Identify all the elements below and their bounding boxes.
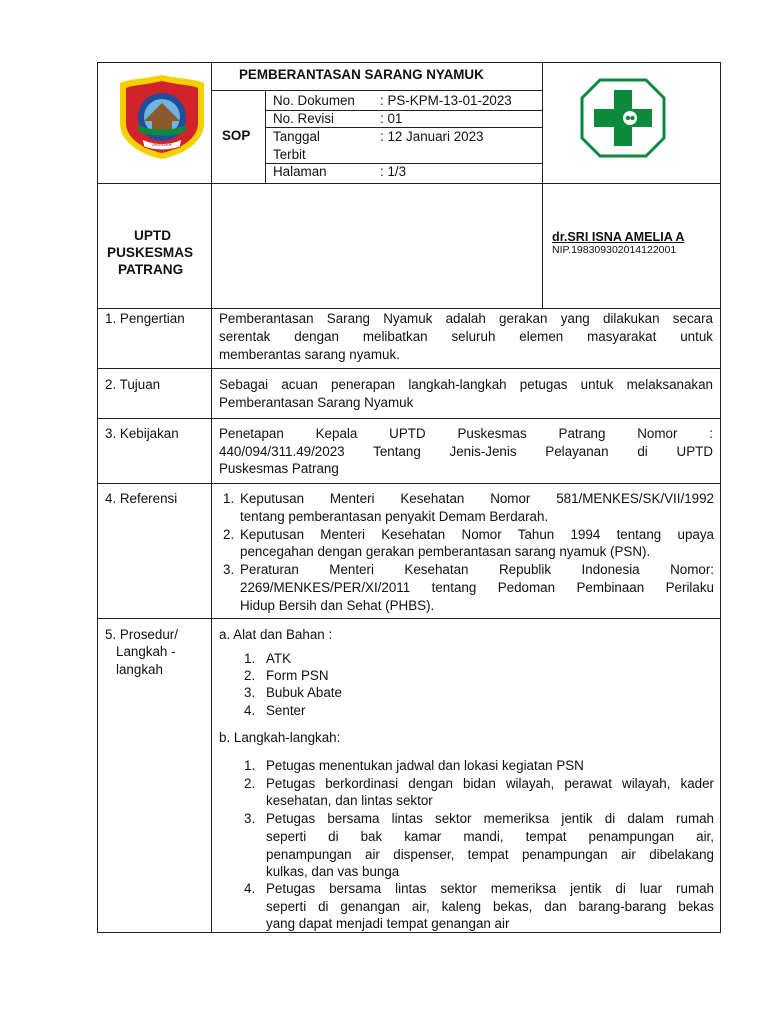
referensi-number: 2. <box>223 527 235 542</box>
issue-date-value: : 12 Januari 2023 <box>380 129 484 144</box>
section-label-prosedur: 5. Prosedur/ <box>105 627 178 642</box>
langkah-line: kesehatan, dan lintas sektor <box>266 793 433 808</box>
referensi-number: 1. <box>223 491 235 506</box>
alat-number: 4. <box>244 703 256 718</box>
alat-item: Senter <box>266 703 306 718</box>
langkah-number: 2. <box>244 776 256 791</box>
section-label-tujuan: 2. Tujuan <box>105 377 161 392</box>
tujuan-line: Pemberantasan Sarang Nyamuk <box>219 395 414 410</box>
referensi-line: Keputusan Menteri Kesehatan Nomor Tahun 1994 tentang upaya <box>240 527 714 542</box>
sop-label: SOP <box>222 128 251 143</box>
referensi-line: Keputusan Menteri Kesehatan Nomor 581/MENKES/SK/VII/1992 <box>240 491 714 506</box>
langkah-line: penampungan air dispenser, tempat penampungan air dibelakang <box>266 847 714 862</box>
alat-item: ATK <box>266 651 292 666</box>
referensi-line: Peraturan Menteri Kesehatan Republik Indonesia Nomor: <box>240 562 714 577</box>
divider <box>211 62 212 933</box>
district-emblem-icon <box>118 73 206 161</box>
langkah-line: Petugas berkordinasi dengan bidan wilayah, perawat wilayah, kader <box>266 776 714 791</box>
puskesmas-logo-icon <box>580 78 666 158</box>
langkah-number: 3. <box>244 811 256 826</box>
section-label-referensi: 4. Referensi <box>105 491 178 506</box>
section-label-prosedur-3: langkah <box>116 662 163 677</box>
doc-number-label: No. Dokumen <box>273 93 355 108</box>
divider <box>97 183 721 184</box>
langkah-line: kulkas, dan vas bunga <box>266 864 400 879</box>
divider <box>97 483 721 484</box>
pengertian-line: serentak dengan melibatkan seluruh elemen masyarakat untuk <box>219 329 713 344</box>
referensi-line: Hidup Bersih dan Sehat (PHBS). <box>240 598 435 613</box>
alat-heading: a. Alat dan Bahan : <box>219 627 333 642</box>
alat-item: Bubuk Abate <box>266 685 342 700</box>
issue-date-label-2: Terbit <box>273 147 306 162</box>
langkah-heading: b. Langkah-langkah: <box>219 730 341 745</box>
svg-text:JEMBER: JEMBER <box>151 142 173 148</box>
page-label: Halaman <box>273 164 327 179</box>
langkah-number: 1. <box>244 758 256 773</box>
org-line-1: UPTD <box>134 228 172 243</box>
alat-item: Form PSN <box>266 668 329 683</box>
langkah-line: Petugas bersama lintas sektor memeriksa jentik di luar rumah <box>266 881 714 896</box>
signatory-name: dr.SRI ISNA AMELIA A <box>552 230 685 244</box>
border-left <box>97 62 98 933</box>
alat-number: 3. <box>244 685 256 700</box>
revision-value: : 01 <box>380 111 403 126</box>
referensi-line: tentang pemberantasan penyakit Demam Berdarah. <box>240 509 549 524</box>
district-emblem-logo <box>118 73 206 161</box>
puskesmas-logo <box>580 78 666 158</box>
revision-label: No. Revisi <box>273 111 335 126</box>
alat-number: 2. <box>244 668 256 683</box>
divider <box>211 90 542 91</box>
kebijakan-line: 440/094/311.49/2023 Tentang Jenis-Jenis Pelayanan di UPTD <box>219 444 713 459</box>
pengertian-line: memberantas sarang nyamuk. <box>219 347 400 362</box>
langkah-line: Petugas bersama lintas sektor memeriksa jentik di dalam rumah <box>266 811 714 826</box>
referensi-number: 3. <box>223 562 235 577</box>
issue-date-label: Tanggal <box>273 129 320 144</box>
divider <box>97 418 721 419</box>
kebijakan-line: Penetapan Kepala UPTD Puskesmas Patrang Nomor : <box>219 426 713 441</box>
langkah-line: yang dapat menjadi tempat genangan air <box>266 916 510 931</box>
alat-number: 1. <box>244 651 256 666</box>
section-label-pengertian: 1. Pengertian <box>105 311 185 326</box>
org-line-2: PUSKESMAS <box>107 245 194 260</box>
langkah-number: 4. <box>244 881 256 896</box>
referensi-line: 2269/MENKES/PER/XI/2011 tentang Pedoman Pembinaan Perilaku <box>240 580 714 595</box>
divider <box>97 368 721 369</box>
divider <box>97 308 721 309</box>
org-line-3: PATRANG <box>118 262 184 277</box>
langkah-line: Petugas menentukan jadwal dan lokasi kegiatan PSN <box>266 758 584 773</box>
border-top <box>97 62 721 63</box>
langkah-line: seperti di bak kamar mandi, tempat penampungan air, <box>266 829 714 844</box>
divider <box>542 62 543 309</box>
divider <box>97 618 721 619</box>
pengertian-line: Pemberantasan Sarang Nyamuk adalah gerakan yang dilakukan secara <box>219 311 713 326</box>
page-value: : 1/3 <box>380 164 407 179</box>
referensi-line: pencegahan dengan gerakan pemberantasan sarang nyamuk (PSN). <box>240 544 651 559</box>
border-right <box>720 62 721 933</box>
doc-number-value: : PS-KPM-13-01-2023 <box>380 93 512 108</box>
langkah-line: seperti di genangan air, kaleng bekas, dan barang-barang bekas <box>266 899 714 914</box>
tujuan-line: Sebagai acuan penerapan langkah-langkah petugas untuk melaksanakan <box>219 377 713 392</box>
section-label-prosedur-2: Langkah - <box>116 644 176 659</box>
divider <box>265 90 266 183</box>
signatory-nip: NIP.198309302014122001 <box>552 244 677 256</box>
kebijakan-line: Puskesmas Patrang <box>219 461 339 476</box>
section-label-kebijakan: 3. Kebijakan <box>105 426 179 441</box>
document-title: PEMBERANTASAN SARANG NYAMUK <box>239 67 484 82</box>
